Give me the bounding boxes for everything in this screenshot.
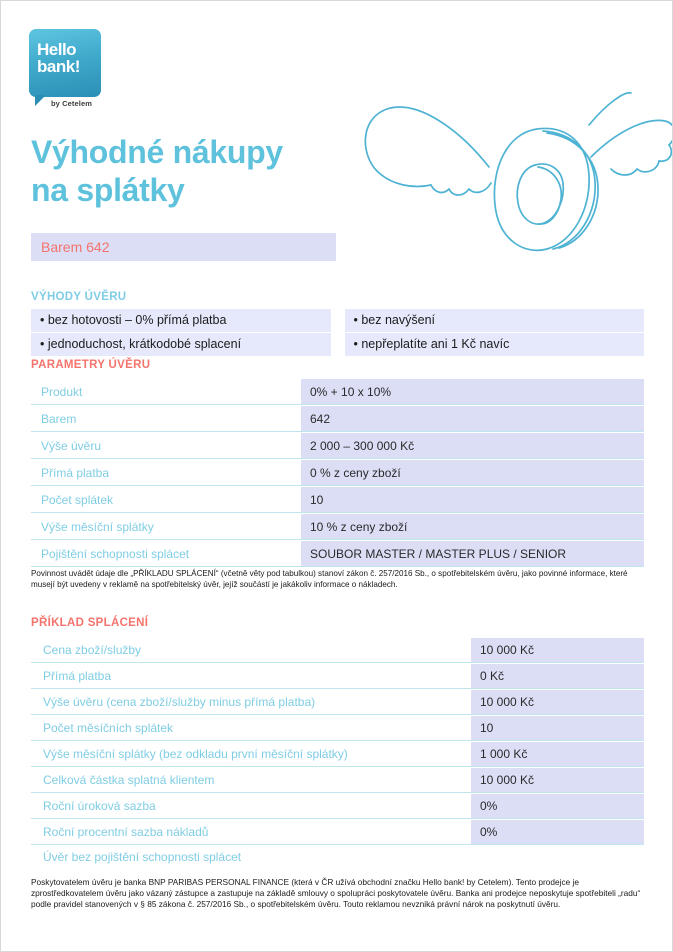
parameters-heading: PARAMETRY ÚVĚRU — [31, 359, 151, 371]
example-value: 0% — [471, 819, 644, 845]
page-title-line-2: na splátky — [31, 172, 185, 208]
brand-logo — [29, 29, 113, 108]
parameter-label: Produkt — [31, 378, 301, 405]
advantage-item: • bez navýšení — [345, 309, 645, 333]
parameter-value: 10 % z ceny zboží — [301, 513, 644, 540]
parameter-value: SOUBOR MASTER / MASTER PLUS / SENIOR — [301, 540, 644, 567]
parameter-value: 10 — [301, 486, 644, 513]
advantages-column-left — [31, 309, 331, 356]
parameter-value: 0 % z ceny zboží — [301, 459, 644, 486]
parameters-table — [31, 378, 644, 567]
parameter-label: Výše úvěru — [31, 432, 301, 459]
logo-byline: by Cetelem — [51, 99, 93, 108]
table-row — [31, 741, 644, 767]
advantage-item: • jednoduchost, krátkodobé splacení — [40, 337, 242, 351]
example-label: Počet měsíčních splátek — [31, 715, 471, 741]
table-row — [31, 459, 644, 486]
advantages-heading: VÝHODY ÚVĚRU — [31, 291, 127, 303]
table-row — [31, 637, 644, 663]
example-value: 10 000 Kč — [471, 767, 644, 793]
parameter-label: Přímá platba — [31, 459, 301, 486]
table-row — [31, 715, 644, 741]
example-label: Roční úroková sazba — [31, 793, 471, 819]
example-value: 1 000 Kč — [471, 741, 644, 767]
example-table — [31, 637, 644, 845]
example-value: 0 Kč — [471, 663, 644, 689]
page-title-line-1: Výhodné nákupy — [31, 134, 283, 170]
example-heading: PŘÍKLAD SPLÁCENÍ — [31, 617, 149, 629]
advantages-panels — [31, 309, 644, 356]
example-label: Výše měsíční splátky (bez odkladu první měsíční splátky) — [31, 741, 471, 767]
example-label: Cena zboží/služby — [31, 637, 471, 663]
advantages-column-right — [345, 309, 645, 356]
table-row — [31, 663, 644, 689]
footer-legal-text: Poskytovatelem úvěru je banka BNP PARIBAS PERSONAL FINANCE (která v ČR užívá obchodní značku Hello bank! by Cetelem). Tento prodejce je zprostředkovatelem úvěru jako vázaný zástupce a zastupuje na základě smlouvy o spolupráci poskytovatele úvěru. Banka ani prodejce neposkytuje spotřebiteli „radu“ podle pravidel stanovených v § 85 zákona č. 257/2016 Sb., o spotřebitelském úvěru. Touto reklamou nevzniká právní nárok na poskytnutí úvěru. — [31, 877, 641, 909]
parameter-label: Počet splátek — [31, 486, 301, 513]
table-row — [31, 689, 644, 715]
logo-exclamation: ! — [74, 57, 80, 76]
parameter-label: Výše měsíční splátky — [31, 513, 301, 540]
example-value: 0% — [471, 793, 644, 819]
parameter-label: Pojištění schopnosti splácet — [31, 540, 301, 567]
example-value: 10 000 Kč — [471, 689, 644, 715]
example-label: Výše úvěru (cena zboží/služby minus přímá platba) — [31, 689, 471, 715]
example-label: Celková částka splatná klientem — [31, 767, 471, 793]
parameter-value: 2 000 – 300 000 Kč — [301, 432, 644, 459]
parameter-label: Barem — [31, 405, 301, 432]
example-value: 10 — [471, 715, 644, 741]
table-row — [31, 405, 644, 432]
logo-line-bank: bank! — [37, 57, 80, 76]
table-row — [31, 540, 644, 567]
table-row — [31, 378, 644, 405]
logo-line-hello: Hello — [37, 40, 77, 59]
advantage-item: • nepřeplatíte ani 1 Kč navíc — [353, 337, 510, 351]
example-label: Přímá platba — [31, 663, 471, 689]
barem-badge: Barem 642 — [31, 233, 336, 261]
logo-wordmark — [37, 41, 80, 75]
table-row — [31, 819, 644, 845]
table-row — [31, 486, 644, 513]
page-title — [31, 133, 411, 209]
table-row — [31, 513, 644, 540]
table-row — [31, 767, 644, 793]
parameter-value: 0% + 10 x 10% — [301, 378, 644, 405]
example-note: Úvěr bez pojištění schopnosti splácet — [43, 850, 242, 864]
advantage-item: • bez hotovosti – 0% přímá platba — [31, 309, 331, 333]
example-value: 10 000 Kč — [471, 637, 644, 663]
parameter-value: 642 — [301, 405, 644, 432]
logo-bubble-shape — [29, 29, 101, 97]
legal-note: Povinnost uvádět údaje dle „PŘÍKLADU SPLÁCENÍ“ (včetně věty pod tabulkou) stanoví zákon č. 257/2016 Sb., o spotřebitelském úvěru, jako povinné informace, které musejí být uvedeny v reklamě na spotřebitelský úvěr, jejíž součástí je jakákoliv informace o nákladech. — [31, 569, 628, 589]
table-row — [31, 793, 644, 819]
example-label: Roční procentní sazba nákladů — [31, 819, 471, 845]
table-row — [31, 432, 644, 459]
